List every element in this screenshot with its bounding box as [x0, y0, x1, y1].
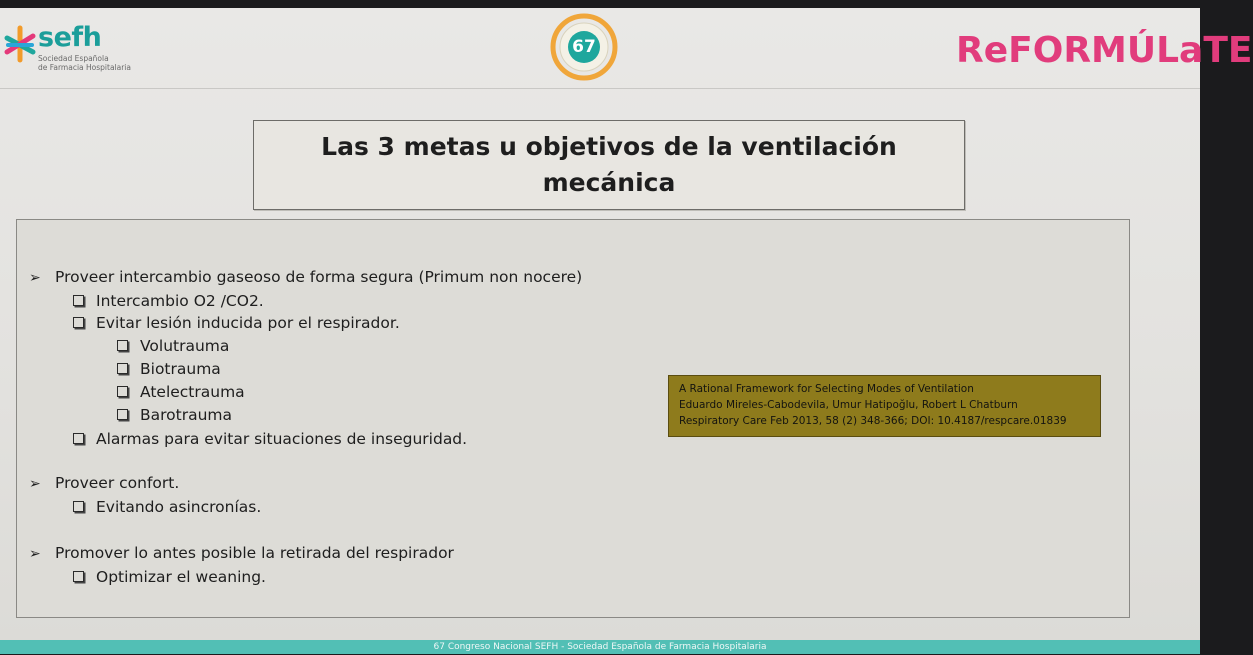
- presentation-slide: [0, 8, 1253, 652]
- arrow-bullet-icon: ➢: [29, 476, 41, 492]
- slide-footer: 67 Congreso Nacional SEFH - Sociedad Española de Farmacia Hospitalaria: [0, 640, 1200, 654]
- goal-1-sub-1-text: Intercambio O2 /CO2.: [96, 292, 264, 310]
- sefh-subtitle-line-1: Sociedad Española: [38, 54, 109, 63]
- reference-journal: Respiratory Care Feb 2013, 58 (2) 348-366; DOI: 10.4187/respcare.01839: [679, 415, 1067, 427]
- goal-3: [29, 544, 454, 562]
- checkbox-bullet-icon: [73, 317, 84, 328]
- content-box: [16, 219, 1130, 618]
- arrow-bullet-icon: ➢: [29, 270, 41, 286]
- reformulate-logo: ReFORMÚLaTE: [956, 30, 1253, 71]
- arrow-bullet-icon: ➢: [29, 546, 41, 562]
- slide-title-line-2: mecánica: [542, 168, 676, 197]
- goal-1-sub-3-text: Alarmas para evitar situaciones de inseguridad.: [96, 430, 468, 448]
- trauma-item: [117, 383, 245, 401]
- header-divider: [0, 88, 1200, 89]
- goal-2: [29, 474, 179, 492]
- congress-number: 67: [568, 31, 600, 63]
- goal-1-sub-2: [73, 314, 400, 332]
- checkbox-bullet-icon: [73, 295, 84, 306]
- goal-1: [29, 268, 582, 286]
- goal-3-text: Promover lo antes posible la retirada del respirador: [55, 544, 454, 562]
- checkbox-bullet-icon: [73, 501, 84, 512]
- sefh-subtitle: [38, 54, 148, 72]
- trauma-item-text: Biotrauma: [140, 360, 221, 378]
- trauma-item: [117, 360, 221, 378]
- goal-2-text: Proveer confort.: [55, 474, 180, 492]
- sefh-star-icon: [4, 24, 36, 64]
- trauma-item-text: Volutrauma: [140, 337, 230, 355]
- goal-1-sub-3: [73, 430, 467, 448]
- goal-2-sub-1-text: Evitando asincronías.: [96, 498, 262, 516]
- trauma-item: [117, 406, 232, 424]
- trauma-item-text: Atelectrauma: [140, 383, 245, 401]
- checkbox-bullet-icon: [117, 409, 128, 420]
- goal-3-sub-1-text: Optimizar el weaning.: [96, 568, 266, 586]
- checkbox-bullet-icon: [73, 571, 84, 582]
- goal-3-sub-1: [73, 568, 266, 586]
- reference-authors: Eduardo Mireles-Cabodevila, Umur Hatipoğlu, Robert L Chatburn: [679, 399, 1018, 411]
- goal-2-sub-1: [73, 498, 261, 516]
- checkbox-bullet-icon: [117, 363, 128, 374]
- slide-title-box: [253, 120, 965, 210]
- goal-1-sub-2-text: Evitar lesión inducida por el respirador.: [96, 314, 400, 332]
- reference-title: A Rational Framework for Selecting Modes of Ventilation: [679, 383, 974, 395]
- checkbox-bullet-icon: [117, 386, 128, 397]
- trauma-item-text: Barotrauma: [140, 406, 233, 424]
- sefh-subtitle-line-2: de Farmacia Hospitalaria: [38, 63, 131, 72]
- trauma-item: [117, 337, 229, 355]
- goal-1-text: Proveer intercambio gaseoso de forma segura (Primum non nocere): [55, 268, 583, 286]
- sefh-logo: [4, 20, 144, 76]
- goal-1-sub-1: [73, 292, 264, 310]
- slide-title-line-1: Las 3 metas u objetivos de la ventilación: [321, 132, 897, 161]
- checkbox-bullet-icon: [117, 340, 128, 351]
- checkbox-bullet-icon: [73, 433, 84, 444]
- congress-seal-logo: [551, 14, 617, 80]
- sefh-name: sefh: [38, 22, 102, 53]
- reference-citation-box: [668, 375, 1101, 437]
- slide-header: [0, 8, 1253, 86]
